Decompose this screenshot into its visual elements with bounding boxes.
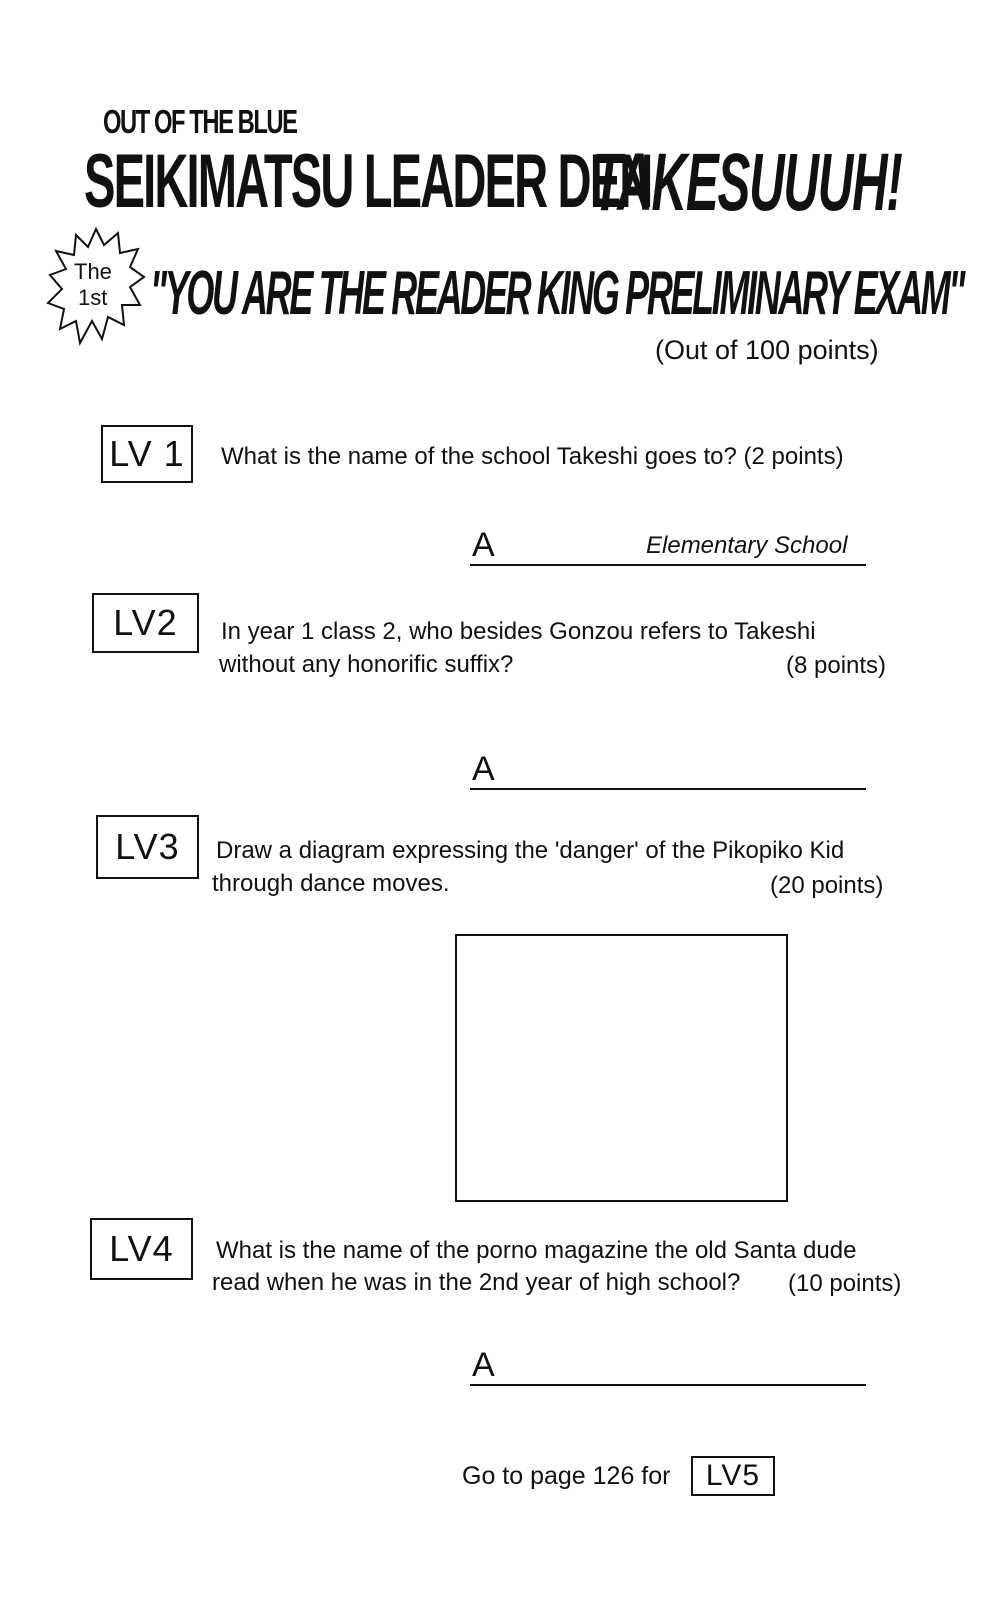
- answer-label-4: A: [472, 1346, 495, 1384]
- ordinal-badge: [46, 225, 146, 355]
- badge-ordinal-text: 1st: [78, 285, 108, 310]
- title-main: SEIKIMATSU LEADER DEN: [84, 139, 652, 224]
- drawing-answer-box[interactable]: [455, 934, 788, 1202]
- level-badge-5[interactable]: LV5: [691, 1456, 775, 1496]
- answer-field-4[interactable]: [470, 1344, 866, 1386]
- badge-the-text: The: [74, 259, 112, 284]
- title-emph: TAKESUUUH!: [592, 137, 902, 228]
- kicker-text: OUT OF THE BLUE: [103, 103, 297, 140]
- answer-label-1: A: [472, 526, 495, 564]
- answer-field-1[interactable]: [470, 524, 866, 566]
- level-badge-4: LV4: [90, 1218, 193, 1280]
- question-4-points: (10 points): [788, 1270, 902, 1297]
- answer-value-1: Elementary School: [646, 532, 848, 559]
- question-2-line-2: without any honorific suffix?: [219, 651, 514, 678]
- question-4-line-1: What is the name of the porno magazine the old Santa dude: [216, 1237, 857, 1264]
- exam-subtitle: "YOU ARE THE READER KING PRELIMINARY EXAM": [150, 259, 964, 328]
- answer-label-2: A: [472, 750, 495, 788]
- question-3-points: (20 points): [770, 872, 884, 899]
- level-badge-1: LV 1: [101, 425, 193, 483]
- score-note: (Out of 100 points): [655, 335, 879, 365]
- question-4-line-2: read when he was in the 2nd year of high school?: [212, 1269, 741, 1296]
- question-3-line-2: through dance moves.: [212, 870, 450, 897]
- question-3-line-1: Draw a diagram expressing the 'danger' of the Pikopiko Kid: [216, 837, 845, 864]
- question-2-line-1: In year 1 class 2, who besides Gonzou refers to Takeshi: [221, 618, 816, 645]
- level-badge-3: LV3: [96, 815, 199, 879]
- question-2-points: (8 points): [786, 652, 887, 679]
- question-1-text: What is the name of the school Takeshi goes to? (2 points): [221, 443, 844, 470]
- level-badge-2: LV2: [92, 593, 199, 653]
- answer-field-2[interactable]: [470, 748, 866, 790]
- footer-text: Go to page 126 for: [462, 1462, 671, 1490]
